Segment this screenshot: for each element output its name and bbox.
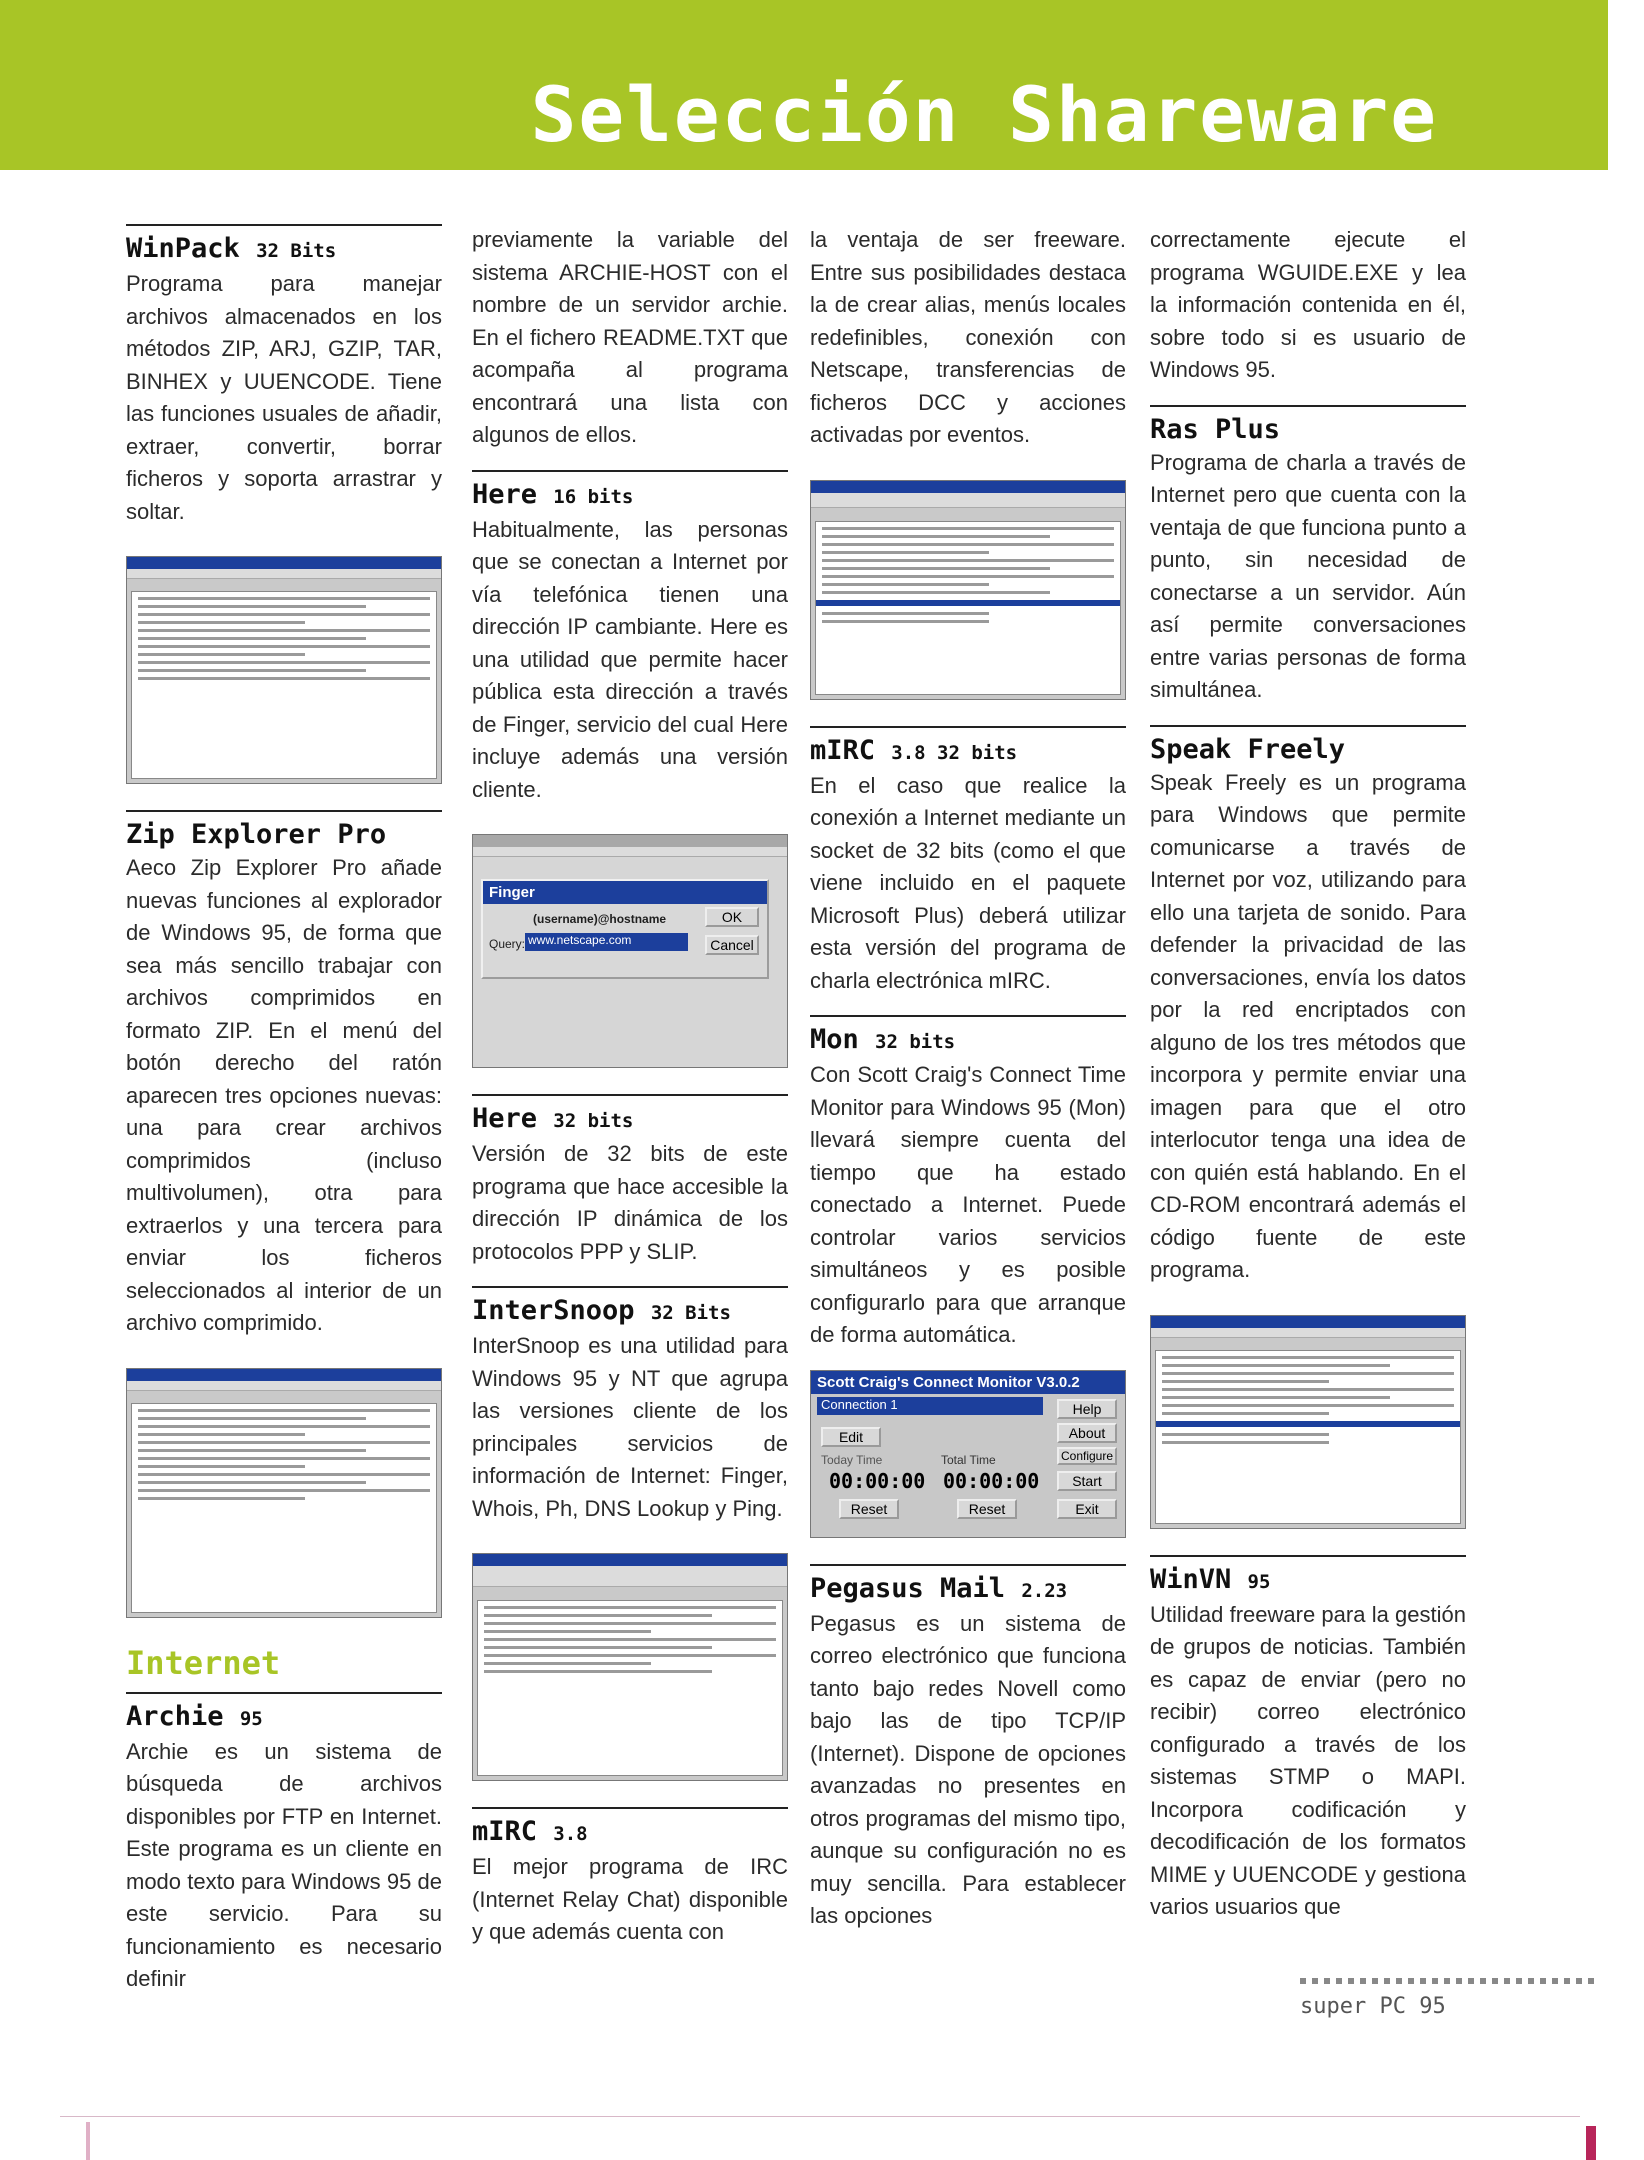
footer-dots bbox=[1300, 1978, 1600, 1984]
article-winpack bbox=[126, 224, 442, 528]
section-heading-internet: Internet bbox=[126, 1643, 281, 1682]
column-3 bbox=[810, 224, 1126, 1951]
exit-button[interactable]: Exit bbox=[1057, 1499, 1117, 1519]
connect-monitor-screenshot: Scott Craig's Connect Monitor V3.0.2 Connection 1 Edit Today Time Total Time 00:00:00 00:00:00 Reset Reset Help About Configure Start Exit bbox=[810, 1370, 1126, 1538]
column-4 bbox=[1150, 224, 1466, 1942]
article-here-16 bbox=[472, 470, 788, 807]
article-body: correctamente ejecute el programa WGUIDE.EXE y lea la información contenida en él, sobre todo si es usuario de Windows 95. bbox=[1150, 227, 1466, 382]
article-mirc-32 bbox=[810, 726, 1126, 998]
article-title: mIRC 3.8 32 bits bbox=[810, 734, 1018, 766]
article-title: WinVN 95 bbox=[1150, 1563, 1271, 1595]
article-title: Mon 32 bits bbox=[810, 1024, 956, 1055]
article-archie bbox=[126, 1692, 442, 1996]
bottom-rule bbox=[60, 2116, 1580, 2117]
article-body: Con Scott Craig's Connect Time Monitor para Windows 95 (Mon) llevará siempre cuenta del tiempo que ha estado conectado a Internet. Puede controlar varios servicios simultáneos y es posible configurarlo para que arranque de forma automática. bbox=[810, 1062, 1126, 1347]
total-time: 00:00:00 bbox=[943, 1468, 1040, 1493]
finger-screenshot bbox=[472, 834, 788, 1068]
finger-dialog: Finger (username)@hostname Query: www.netscape.com OK Cancel bbox=[481, 879, 769, 979]
article-title: Pegasus Mail 2.23 bbox=[810, 1572, 1068, 1604]
article-mirc-38 bbox=[472, 1807, 788, 1949]
article-winvn bbox=[1150, 1555, 1466, 1924]
column-2 bbox=[472, 224, 788, 1967]
speak-freely-screenshot bbox=[1150, 1315, 1466, 1529]
article-mon-32 bbox=[810, 1015, 1126, 1352]
ok-button[interactable]: OK bbox=[705, 907, 759, 927]
reset-total-button[interactable]: Reset bbox=[957, 1499, 1017, 1519]
article-pegasus bbox=[810, 1564, 1126, 1933]
article-body: Programa para manejar archivos almacenados en los métodos ZIP, ARJ, GZIP, TAR, BINHEX y UUENCODE. Tiene las funciones usuales de añadir, extraer, convertir, borrar ficheros y soporta arrastrar y soltar. bbox=[126, 271, 442, 524]
cancel-button[interactable]: Cancel bbox=[705, 935, 759, 955]
article-title: Ras Plus bbox=[1150, 413, 1281, 445]
article-title: mIRC 3.8 bbox=[472, 1816, 588, 1847]
article-here-32 bbox=[472, 1094, 788, 1268]
start-button[interactable]: Start bbox=[1057, 1471, 1117, 1491]
article-title: Archie 95 bbox=[126, 1700, 263, 1732]
column-1 bbox=[126, 224, 442, 2014]
article-title: WinPack 32 Bits bbox=[126, 233, 337, 264]
configure-button[interactable]: Configure bbox=[1057, 1447, 1117, 1465]
article-ras-plus bbox=[1150, 405, 1466, 707]
article-body: Aeco Zip Explorer Pro añade nuevas funciones al explorador de Windows 95, de forma que sea más sencillo trabajar con archivos comprimidos en formato ZIP. En el menú del botón derecho del ratón aparecen tres opciones nuevas: una para crear archivos comprimidos (incluso multivolumen), otra para extraerlos y una tercera para enviar los ficheros seleccionados al interior de un archivo comprimido. bbox=[126, 855, 442, 1335]
intersnoop-screenshot bbox=[472, 1553, 788, 1781]
article-title: InterSnoop 32 Bits bbox=[472, 1295, 731, 1326]
today-time: 00:00:00 bbox=[829, 1468, 926, 1493]
zip-explorer-screenshot bbox=[126, 1368, 442, 1618]
mirc-screenshot bbox=[810, 480, 1126, 700]
article-mirc-continued bbox=[810, 224, 1126, 452]
article-body: la ventaja de ser freeware. Entre sus posibilidades destaca la de crear alias, menús locales redefinibles, conexión con Netscape, transferencias de ficheros DCC y acciones activadas por eventos. bbox=[810, 227, 1126, 447]
article-pegasus-continued bbox=[1150, 224, 1466, 387]
article-body: En el caso que realice la conexión a Internet mediante un socket de 32 bits (como el que viene incluido en el paquete Microsoft Plus) deberá utilizar esta versión del programa de charla electrónica mIRC. bbox=[810, 772, 1126, 993]
connection-select[interactable]: Connection 1 bbox=[817, 1397, 1043, 1415]
article-body: Archie es un sistema de búsqueda de archivos disponibles por FTP en Internet. Este programa es un cliente en modo texto para Windows 95 de este servicio. Para su funcionamiento es necesario definir bbox=[126, 1738, 442, 1991]
crop-mark-right bbox=[1586, 2126, 1596, 2160]
footer-folio: super PC 95 bbox=[1300, 1994, 1446, 2019]
reset-today-button[interactable]: Reset bbox=[839, 1499, 899, 1519]
article-body: Pegasus es un sistema de correo electrónico que funciona tanto bajo redes Novell como bajo las de tipo TCP/IP (Internet). Dispone de opciones avanzadas no presentes en otros programas del mismo tipo, aunque su configuración no es muy sencilla. Para establecer las opciones bbox=[810, 1610, 1126, 1928]
winpack-screenshot bbox=[126, 556, 442, 784]
article-body: El mejor programa de IRC (Internet Relay Chat) disponible y que además cuenta con bbox=[472, 1854, 788, 1944]
article-body: Utilidad freeware para la gestión de grupos de noticias. También es capaz de enviar (pero no recibir) correo electrónico configurado a través de los sistemas STMP o MAPI. Incorpora codificación y decodificación de los formatos MIME y UUENCODE y gestiona varios usuarios que bbox=[1150, 1601, 1466, 1919]
about-button[interactable]: About bbox=[1057, 1423, 1117, 1443]
article-body: Habitualmente, las personas que se conectan a Internet por vía telefónica tienen una dirección IP cambiante. Here es una utilidad que permite hacer pública esta dirección a través de Finger, servicio del cual Here incluye además una versión cliente. bbox=[472, 516, 788, 802]
header-banner bbox=[0, 0, 1608, 170]
monitor-title-bar: Scott Craig's Connect Monitor V3.0.2 bbox=[811, 1371, 1125, 1394]
article-title: Here 16 bits bbox=[472, 478, 634, 510]
edit-button[interactable]: Edit bbox=[821, 1427, 881, 1447]
article-body: previamente la variable del sistema ARCHIE-HOST con el nombre de un servidor archie. En el fichero README.TXT que acompaña al programa encontrará una lista con algunos de ellos. bbox=[472, 227, 788, 447]
page-title: Selección Shareware bbox=[530, 70, 1438, 159]
article-body: Programa de charla a través de Internet pero que cuenta con la ventaja de que funciona punto a punto, sin necesidad de conectarse a un servidor. Aún así permite conversaciones entre varias personas de forma simultánea. bbox=[1150, 449, 1466, 702]
article-body: Versión de 32 bits de este programa que hace accesible la dirección IP dinámica de los protocolos PPP y SLIP. bbox=[472, 1141, 788, 1264]
article-title: Here 32 bits bbox=[472, 1103, 634, 1134]
article-intersnoop bbox=[472, 1286, 788, 1525]
article-archie-continued bbox=[472, 224, 788, 452]
article-speak-freely bbox=[1150, 725, 1466, 1287]
article-body: Speak Freely es un programa para Windows que permite comunicarse a través de Internet por voz, utilizando para ello una tarjeta de sonido. Para defender la privacidad de las conversaciones, envía los datos por la red encriptados con alguno de los tres métodos que incorpora y permite enviar una imagen para que el otro interlocutor tenga una idea de con quién está hablando. En el CD-ROM encontrará además el código fuente de este programa. bbox=[1150, 769, 1466, 1282]
help-button[interactable]: Help bbox=[1057, 1399, 1117, 1419]
query-input[interactable]: www.netscape.com bbox=[525, 933, 688, 951]
article-title: Zip Explorer Pro bbox=[126, 819, 387, 850]
article-body: InterSnoop es una utilidad para Windows 95 y NT que agrupa las versiones cliente de los principales servicios de información de Internet: Finger, Whois, Ph, DNS Lookup y Ping. bbox=[472, 1333, 788, 1521]
article-title: Speak Freely bbox=[1150, 733, 1346, 765]
crop-mark-left bbox=[86, 2122, 90, 2160]
article-zip-explorer bbox=[126, 810, 442, 1340]
